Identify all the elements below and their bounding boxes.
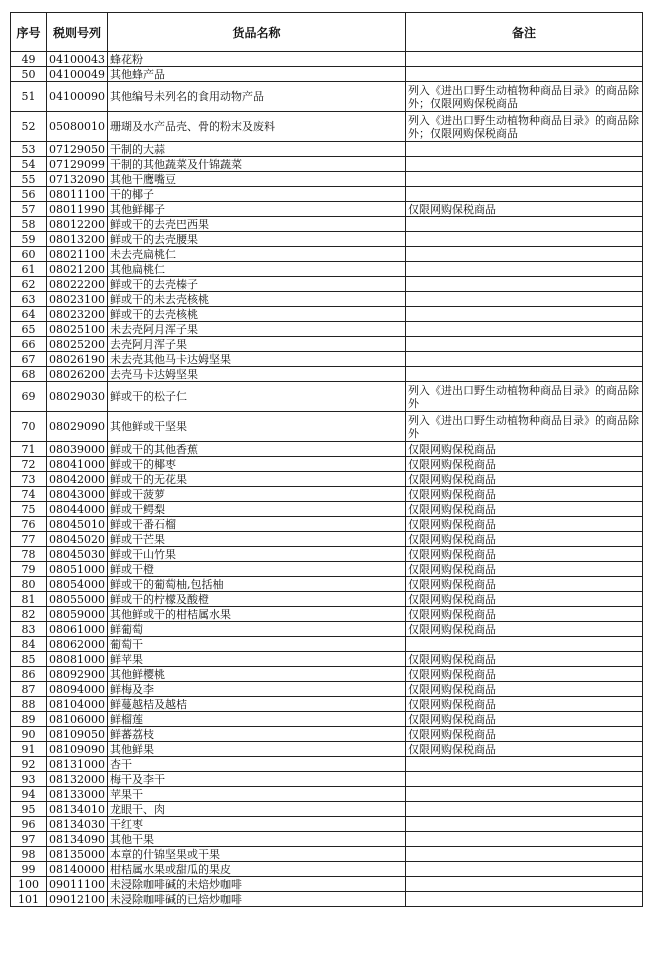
table-row xyxy=(11,742,643,757)
cell-note xyxy=(406,172,643,187)
cell-seq: 91 xyxy=(11,742,47,757)
cell-seq: 54 xyxy=(11,157,47,172)
cell-note: 仅限网购保税商品 xyxy=(406,532,643,547)
cell-seq: 84 xyxy=(11,637,47,652)
cell-name: 鲜蕃荔枝 xyxy=(108,727,406,742)
cell-note: 仅限网购保税商品 xyxy=(406,562,643,577)
cell-seq: 72 xyxy=(11,457,47,472)
cell-name: 鲜或干的去壳核桃 xyxy=(108,307,406,322)
cell-seq: 73 xyxy=(11,472,47,487)
cell-note xyxy=(406,367,643,382)
table-row xyxy=(11,892,643,907)
cell-code: 04100043 xyxy=(47,52,108,67)
cell-note: 仅限网购保税商品 xyxy=(406,547,643,562)
cell-code: 04100090 xyxy=(47,82,108,112)
cell-seq: 51 xyxy=(11,82,47,112)
cell-seq: 57 xyxy=(11,202,47,217)
cell-code: 07129099 xyxy=(47,157,108,172)
cell-note: 仅限网购保税商品 xyxy=(406,487,643,502)
cell-code: 08023200 xyxy=(47,307,108,322)
cell-code: 08133000 xyxy=(47,787,108,802)
cell-note xyxy=(406,247,643,262)
cell-note xyxy=(406,892,643,907)
header-note: 备注 xyxy=(406,13,643,52)
table-row xyxy=(11,517,643,532)
cell-seq: 53 xyxy=(11,142,47,157)
table-row xyxy=(11,877,643,892)
cell-code: 08062000 xyxy=(47,637,108,652)
cell-seq: 101 xyxy=(11,892,47,907)
cell-note xyxy=(406,292,643,307)
cell-name: 龙眼干、肉 xyxy=(108,802,406,817)
cell-code: 08061000 xyxy=(47,622,108,637)
cell-name: 鲜或干芒果 xyxy=(108,532,406,547)
cell-seq: 67 xyxy=(11,352,47,367)
cell-code: 08094000 xyxy=(47,682,108,697)
cell-name: 鲜或干的去壳榛子 xyxy=(108,277,406,292)
cell-note xyxy=(406,307,643,322)
cell-seq: 49 xyxy=(11,52,47,67)
cell-name: 蜂花粉 xyxy=(108,52,406,67)
cell-name: 鲜蔓越桔及越桔 xyxy=(108,697,406,712)
cell-name: 鲜或干的葡萄柚,包括柚 xyxy=(108,577,406,592)
table-row xyxy=(11,532,643,547)
cell-code: 08029090 xyxy=(47,412,108,442)
cell-name: 鲜或干的其他香蕉 xyxy=(108,442,406,457)
table-row xyxy=(11,667,643,682)
cell-seq: 52 xyxy=(11,112,47,142)
cell-note xyxy=(406,787,643,802)
cell-note xyxy=(406,817,643,832)
cell-seq: 83 xyxy=(11,622,47,637)
cell-seq: 62 xyxy=(11,277,47,292)
cell-code: 05080010 xyxy=(47,112,108,142)
table-row xyxy=(11,457,643,472)
table-row xyxy=(11,832,643,847)
cell-name: 干红枣 xyxy=(108,817,406,832)
cell-name: 鲜或干番石榴 xyxy=(108,517,406,532)
cell-seq: 94 xyxy=(11,787,47,802)
cell-code: 08029030 xyxy=(47,382,108,412)
cell-name: 苹果干 xyxy=(108,787,406,802)
table-row xyxy=(11,247,643,262)
cell-name: 其他鲜或干坚果 xyxy=(108,412,406,442)
cell-code: 08106000 xyxy=(47,712,108,727)
cell-note: 仅限网购保税商品 xyxy=(406,442,643,457)
table-row xyxy=(11,712,643,727)
table-row xyxy=(11,292,643,307)
cell-seq: 99 xyxy=(11,862,47,877)
cell-code: 08109090 xyxy=(47,742,108,757)
cell-seq: 60 xyxy=(11,247,47,262)
cell-code: 08011100 xyxy=(47,187,108,202)
cell-seq: 98 xyxy=(11,847,47,862)
cell-note xyxy=(406,352,643,367)
cell-name: 干制的其他蔬菜及什锦蔬菜 xyxy=(108,157,406,172)
cell-code: 04100049 xyxy=(47,67,108,82)
cell-note: 仅限网购保税商品 xyxy=(406,502,643,517)
table-row xyxy=(11,262,643,277)
cell-name: 鲜或干菠萝 xyxy=(108,487,406,502)
table-header-row xyxy=(11,13,643,52)
cell-code: 08025100 xyxy=(47,322,108,337)
cell-name: 干的椰子 xyxy=(108,187,406,202)
cell-code: 08023100 xyxy=(47,292,108,307)
cell-note xyxy=(406,262,643,277)
cell-note xyxy=(406,52,643,67)
cell-seq: 59 xyxy=(11,232,47,247)
cell-name: 柑桔属水果或甜瓜的果皮 xyxy=(108,862,406,877)
cell-code: 09011100 xyxy=(47,877,108,892)
cell-code: 08092900 xyxy=(47,667,108,682)
cell-note: 仅限网购保税商品 xyxy=(406,592,643,607)
cell-seq: 76 xyxy=(11,517,47,532)
table-row xyxy=(11,157,643,172)
cell-name: 其他鲜果 xyxy=(108,742,406,757)
cell-seq: 66 xyxy=(11,337,47,352)
cell-seq: 75 xyxy=(11,502,47,517)
cell-code: 08012200 xyxy=(47,217,108,232)
cell-note: 列入《进出口野生动植物种商品目录》的商品除外 xyxy=(406,412,643,442)
cell-seq: 50 xyxy=(11,67,47,82)
cell-note: 仅限网购保税商品 xyxy=(406,667,643,682)
table-row xyxy=(11,817,643,832)
cell-code: 08026190 xyxy=(47,352,108,367)
cell-name: 鲜或干的松子仁 xyxy=(108,382,406,412)
cell-name: 其他干鹰嘴豆 xyxy=(108,172,406,187)
table-row xyxy=(11,472,643,487)
cell-code: 08134030 xyxy=(47,817,108,832)
cell-note: 仅限网购保税商品 xyxy=(406,202,643,217)
table-row xyxy=(11,172,643,187)
cell-code: 08042000 xyxy=(47,472,108,487)
cell-note: 仅限网购保税商品 xyxy=(406,652,643,667)
table-row xyxy=(11,82,643,112)
cell-seq: 55 xyxy=(11,172,47,187)
table-row xyxy=(11,607,643,622)
cell-name: 未浸除咖啡碱的已焙炒咖啡 xyxy=(108,892,406,907)
table-row xyxy=(11,487,643,502)
cell-name: 杏干 xyxy=(108,757,406,772)
cell-note xyxy=(406,847,643,862)
cell-code: 08055000 xyxy=(47,592,108,607)
table-row xyxy=(11,352,643,367)
cell-code: 08022200 xyxy=(47,277,108,292)
cell-name: 梅干及李干 xyxy=(108,772,406,787)
cell-name: 鲜或干的去壳腰果 xyxy=(108,232,406,247)
cell-note: 仅限网购保税商品 xyxy=(406,622,643,637)
cell-code: 08021200 xyxy=(47,262,108,277)
cell-name: 其他鲜椰子 xyxy=(108,202,406,217)
table-row xyxy=(11,202,643,217)
cell-name: 未浸除咖啡碱的未焙炒咖啡 xyxy=(108,877,406,892)
cell-note xyxy=(406,157,643,172)
cell-seq: 77 xyxy=(11,532,47,547)
cell-code: 08054000 xyxy=(47,577,108,592)
cell-name: 其他鲜或干的柑桔属水果 xyxy=(108,607,406,622)
cell-code: 08134010 xyxy=(47,802,108,817)
cell-seq: 78 xyxy=(11,547,47,562)
cell-note xyxy=(406,832,643,847)
cell-name: 未去壳扁桃仁 xyxy=(108,247,406,262)
cell-note xyxy=(406,232,643,247)
table-row xyxy=(11,862,643,877)
cell-name: 鲜或干鳄梨 xyxy=(108,502,406,517)
cell-note: 仅限网购保税商品 xyxy=(406,577,643,592)
cell-note: 仅限网购保税商品 xyxy=(406,742,643,757)
cell-name: 本章的什锦坚果或干果 xyxy=(108,847,406,862)
cell-name: 去壳马卡达姆坚果 xyxy=(108,367,406,382)
table-row xyxy=(11,787,643,802)
cell-name: 鲜或干的未去壳核桃 xyxy=(108,292,406,307)
cell-name: 鲜梅及李 xyxy=(108,682,406,697)
table-row xyxy=(11,772,643,787)
table-row xyxy=(11,547,643,562)
goods-table xyxy=(10,12,643,907)
table-row xyxy=(11,217,643,232)
table-row xyxy=(11,637,643,652)
cell-code: 08140000 xyxy=(47,862,108,877)
cell-seq: 56 xyxy=(11,187,47,202)
cell-code: 08045030 xyxy=(47,547,108,562)
cell-seq: 90 xyxy=(11,727,47,742)
cell-code: 08104000 xyxy=(47,697,108,712)
cell-note xyxy=(406,277,643,292)
cell-code: 08044000 xyxy=(47,502,108,517)
cell-code: 08045020 xyxy=(47,532,108,547)
table-row xyxy=(11,142,643,157)
table-row xyxy=(11,652,643,667)
cell-name: 其他扁桃仁 xyxy=(108,262,406,277)
table-row xyxy=(11,682,643,697)
cell-note: 仅限网购保税商品 xyxy=(406,682,643,697)
cell-note: 仅限网购保税商品 xyxy=(406,472,643,487)
cell-seq: 92 xyxy=(11,757,47,772)
cell-note: 列入《进出口野生动植物种商品目录》的商品除外；仅限网购保税商品 xyxy=(406,82,643,112)
cell-note xyxy=(406,757,643,772)
cell-code: 08132000 xyxy=(47,772,108,787)
cell-code: 07129050 xyxy=(47,142,108,157)
cell-name: 鲜榴莲 xyxy=(108,712,406,727)
cell-code: 08109050 xyxy=(47,727,108,742)
cell-seq: 88 xyxy=(11,697,47,712)
cell-seq: 80 xyxy=(11,577,47,592)
cell-note: 仅限网购保税商品 xyxy=(406,697,643,712)
table-row xyxy=(11,442,643,457)
cell-note: 仅限网购保税商品 xyxy=(406,727,643,742)
header-seq: 序号 xyxy=(11,13,47,52)
cell-seq: 70 xyxy=(11,412,47,442)
cell-seq: 65 xyxy=(11,322,47,337)
cell-name: 葡萄干 xyxy=(108,637,406,652)
cell-note: 仅限网购保税商品 xyxy=(406,607,643,622)
cell-code: 08059000 xyxy=(47,607,108,622)
cell-seq: 79 xyxy=(11,562,47,577)
cell-seq: 87 xyxy=(11,682,47,697)
cell-code: 08021100 xyxy=(47,247,108,262)
table-row xyxy=(11,697,643,712)
table-row xyxy=(11,307,643,322)
table-row xyxy=(11,337,643,352)
cell-seq: 89 xyxy=(11,712,47,727)
cell-seq: 68 xyxy=(11,367,47,382)
cell-name: 鲜苹果 xyxy=(108,652,406,667)
cell-code: 08011990 xyxy=(47,202,108,217)
cell-seq: 82 xyxy=(11,607,47,622)
cell-seq: 69 xyxy=(11,382,47,412)
cell-seq: 74 xyxy=(11,487,47,502)
cell-code: 08025200 xyxy=(47,337,108,352)
cell-name: 鲜或干的无花果 xyxy=(108,472,406,487)
cell-note: 仅限网购保税商品 xyxy=(406,457,643,472)
cell-seq: 64 xyxy=(11,307,47,322)
cell-name: 其他鲜樱桃 xyxy=(108,667,406,682)
cell-note: 仅限网购保税商品 xyxy=(406,712,643,727)
table-row xyxy=(11,367,643,382)
cell-name: 未去壳其他马卡达姆坚果 xyxy=(108,352,406,367)
cell-seq: 81 xyxy=(11,592,47,607)
cell-seq: 96 xyxy=(11,817,47,832)
table-row xyxy=(11,727,643,742)
cell-seq: 85 xyxy=(11,652,47,667)
table-row xyxy=(11,412,643,442)
table-row xyxy=(11,67,643,82)
table-row xyxy=(11,112,643,142)
cell-note xyxy=(406,862,643,877)
table-row xyxy=(11,802,643,817)
table-row xyxy=(11,277,643,292)
cell-name: 去壳阿月浑子果 xyxy=(108,337,406,352)
table-row xyxy=(11,187,643,202)
table-row xyxy=(11,232,643,247)
cell-note xyxy=(406,337,643,352)
cell-seq: 100 xyxy=(11,877,47,892)
cell-note: 列入《进出口野生动植物种商品目录》的商品除外；仅限网购保税商品 xyxy=(406,112,643,142)
cell-code: 08134090 xyxy=(47,832,108,847)
cell-note: 列入《进出口野生动植物种商品目录》的商品除外 xyxy=(406,382,643,412)
cell-note xyxy=(406,67,643,82)
cell-note xyxy=(406,187,643,202)
cell-name: 鲜或干橙 xyxy=(108,562,406,577)
cell-name: 鲜葡萄 xyxy=(108,622,406,637)
cell-name: 其他蜂产品 xyxy=(108,67,406,82)
table-row xyxy=(11,847,643,862)
header-code: 税则号列 xyxy=(47,13,108,52)
cell-seq: 61 xyxy=(11,262,47,277)
cell-note: 仅限网购保税商品 xyxy=(406,517,643,532)
cell-name: 干制的大蒜 xyxy=(108,142,406,157)
cell-name: 其他编号未列名的食用动物产品 xyxy=(108,82,406,112)
cell-code: 08013200 xyxy=(47,232,108,247)
cell-name: 鲜或干山竹果 xyxy=(108,547,406,562)
cell-note xyxy=(406,142,643,157)
table-row xyxy=(11,622,643,637)
cell-seq: 93 xyxy=(11,772,47,787)
cell-note xyxy=(406,802,643,817)
cell-name: 鲜或干的椰枣 xyxy=(108,457,406,472)
table-row xyxy=(11,52,643,67)
cell-code: 08135000 xyxy=(47,847,108,862)
cell-code: 08051000 xyxy=(47,562,108,577)
header-name: 货品名称 xyxy=(108,13,406,52)
cell-note xyxy=(406,877,643,892)
cell-note xyxy=(406,772,643,787)
cell-seq: 71 xyxy=(11,442,47,457)
cell-note xyxy=(406,637,643,652)
cell-code: 08026200 xyxy=(47,367,108,382)
cell-name: 其他干果 xyxy=(108,832,406,847)
table-row xyxy=(11,562,643,577)
cell-code: 08043000 xyxy=(47,487,108,502)
cell-seq: 86 xyxy=(11,667,47,682)
cell-seq: 97 xyxy=(11,832,47,847)
table-row xyxy=(11,322,643,337)
cell-note xyxy=(406,322,643,337)
cell-code: 08041000 xyxy=(47,457,108,472)
cell-code: 08045010 xyxy=(47,517,108,532)
table-body xyxy=(11,52,643,907)
cell-name: 珊瑚及水产品壳、骨的粉末及废料 xyxy=(108,112,406,142)
cell-name: 鲜或干的去壳巴西果 xyxy=(108,217,406,232)
cell-code: 08081000 xyxy=(47,652,108,667)
cell-name: 鲜或干的柠檬及酸橙 xyxy=(108,592,406,607)
table-row xyxy=(11,577,643,592)
cell-seq: 63 xyxy=(11,292,47,307)
cell-code: 07132090 xyxy=(47,172,108,187)
cell-name: 未去壳阿月浑子果 xyxy=(108,322,406,337)
cell-note xyxy=(406,217,643,232)
table-row xyxy=(11,592,643,607)
cell-code: 08039000 xyxy=(47,442,108,457)
table-row xyxy=(11,502,643,517)
cell-code: 08131000 xyxy=(47,757,108,772)
cell-seq: 58 xyxy=(11,217,47,232)
table-row xyxy=(11,382,643,412)
cell-seq: 95 xyxy=(11,802,47,817)
cell-code: 09012100 xyxy=(47,892,108,907)
table-row xyxy=(11,757,643,772)
